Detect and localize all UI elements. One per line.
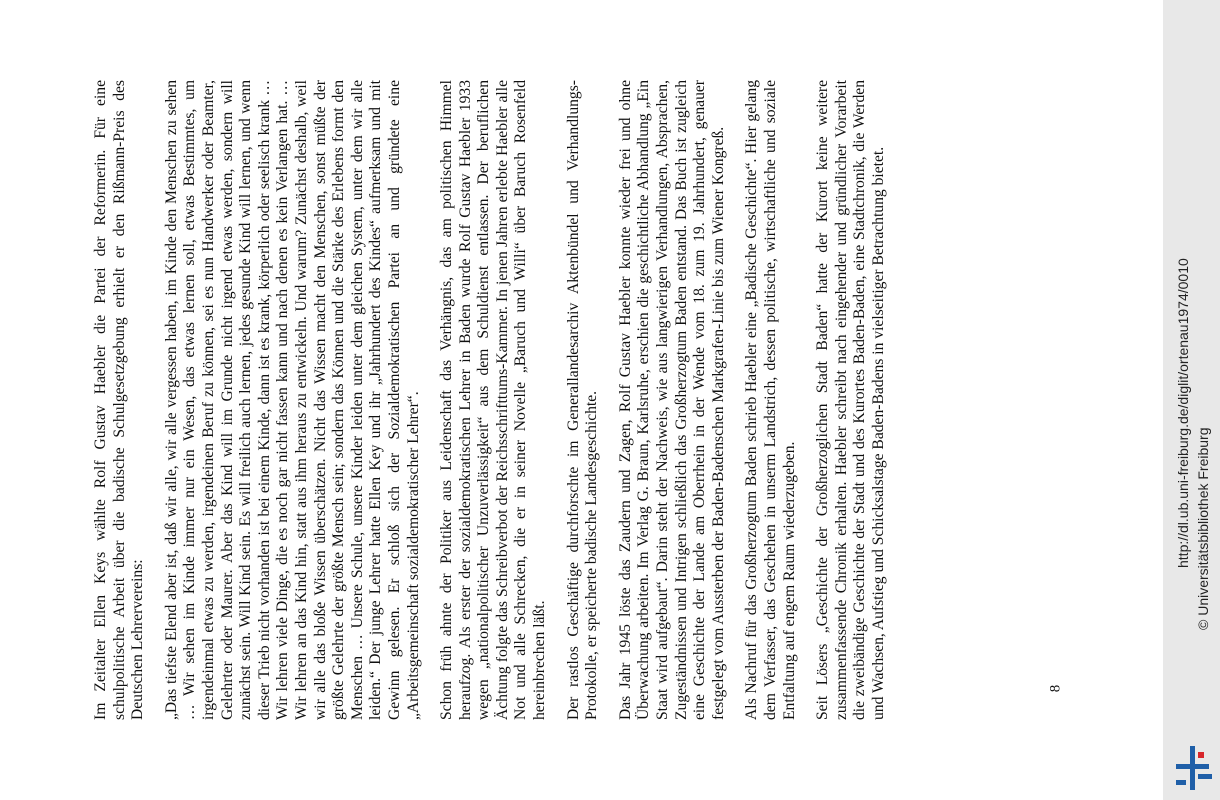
paragraph: Der rastlos Geschäftige durchforschte im Generallandesarchiv Aktenbündel und Verhandlungs-Protokolle, er speicherte badische Landesgeschichte. [564,80,601,720]
source-url-link[interactable]: http://dl.ub.uni-freiburg.de/diglit/ortenau1974/0010 [1175,258,1191,568]
paragraph: Das Jahr 1945 löste das Zaudern und Zagen, Rolf Gustav Haebler konnte wieder frei und ohne Überwachung arbeiten. Im Verlag G. Braun, Karlsruhe, erschien die geschichtliche Abhandlung „Ein Staat wird aufgebaut“. Darin steht der Nachweis, wie aus langwierigen Verhandlungen, Absprachen, Zugeständnissen und Intrigen schließlich das Großherzogtum Baden entstand. Das Buch ist zugleich eine Geschichte der Lande am Oberrhein in der Wende vom 18. zum 19. Jahrhundert, genauer festgelegt vom Aussterben der Baden-Badenschen Markgrafen-Linie bis zum Wiener Kongreß. [616,80,727,720]
paragraph: Schon früh ahnte der Politiker aus Leidenschaft das Verhängnis, das am politischen Himmel heraufzog. Als erster der sozialdemokratischen Lehrer in Baden wurde Rolf Gustav Haebler 1933 wegen „nationalpolitischer Unzuverlässigkeit“ aus dem Schuldienst entlassen. Der beruflichen Ächtung folgte das Schreibverbot der Reichsschrifttums-Kammer. In jenen Jahren erlebte Haebler alle Not und alle Schrecken, die er in seiner Novelle „Baruch und Willi“ über Baruch Rosenfeld hereinbrechen läßt. [438,80,549,720]
sidebar-text [1169,0,1220,790]
paragraph: Im Zeitalter Ellen Keys wählte Rolf Gustav Haebler die Partei der Reformerin. Für eine schulpolitische Arbeit über die badische Schulgesetzgebung erhielt er den Rißmann-Preis des Deutschen Lehrervereins: [92,80,147,720]
copyright-notice: © Universitätsbibliothek Freiburg [1195,427,1211,630]
university-library-logo-icon [1176,746,1216,790]
page-number-text: 8 [1047,684,1064,693]
page-content [92,80,1082,720]
paragraph: „Das tiefste Elend aber ist, daß wir alle, wir alle vergessen haben, im Kinde den Menschen zu sehen … Wir sehen im Kinde immer nur ein Wesen, das etwas lernen soll, etwas Bestimmtes, um irgendeinmal etwas zu werden, irgendeinen Beruf zu können, sei es nun Handwerker oder Beamter, Gelehrter oder Maurer. Aber das Kind will im Grunde nicht irgend etwas werden, sondern will zunächst sein. Will Kind sein. Es will freilich auch lernen, jedes gesunde Kind will lernen, und wenn dieser Trieb nicht vorhanden ist bei einem Kinde, dann ist es krank, körperlich oder seelisch krank … Wir lehren viele Dinge, die es noch gar nicht fassen kann und nach denen es kein Verlangen hat. … Wir lehren an das Kind hin, statt aus ihm heraus zu entwickeln. Und warum? Zunächst deshalb, weil wir alle das bloße Wissen überschätzen. Nicht das Wissen macht den Menschen, sonst müßte der größte Gelehrte der größte Mensch sein; sondern das Können und die Stärke des Erlebens formt den Menschen … Unsere Schule, unsere Kinder leiden unter dem gleichen System, unter dem wir alle leiden.“ Der junge Lehrer hatte Ellen Key und ihr „Jahrhundert des Kindes“ aufmerksam und mit Gewinn gelesen. Er schloß sich der Sozialdemokratischen Partei an und gründete eine „Arbeitsgemeinschaft sozialdemokratischer Lehrer“. [162,80,422,720]
paragraph: Als Nachruf für das Großherzogtum Baden schrieb Haebler eine „Badische Geschichte“. Hier gelang dem Verfasser, das Geschehen in unserm Landstrich, dessen politische, wirtschaftliche und soziale Entfaltung auf engem Raum wiederzugeben. [743,80,798,720]
paragraph: Seit Lösers „Geschichte der Großherzoglichen Stadt Baden“ hatte der Kurort keine weitere zusammenfassende Chronik erhalten. Haebler schreibt nach eingehender und gründlicher Vorarbeit die zweibändige Geschichte der Stadt und des Kurortes Baden-Baden, eine Stadtchronik, die Werden und Wachsen, Aufstieg und Schicksalstage Baden-Badens in vielseitiger Betrachtung bietet. [814,80,887,720]
library-sidebar [1163,0,1220,800]
page-number [1047,680,1064,697]
page-text-area [62,0,1082,800]
